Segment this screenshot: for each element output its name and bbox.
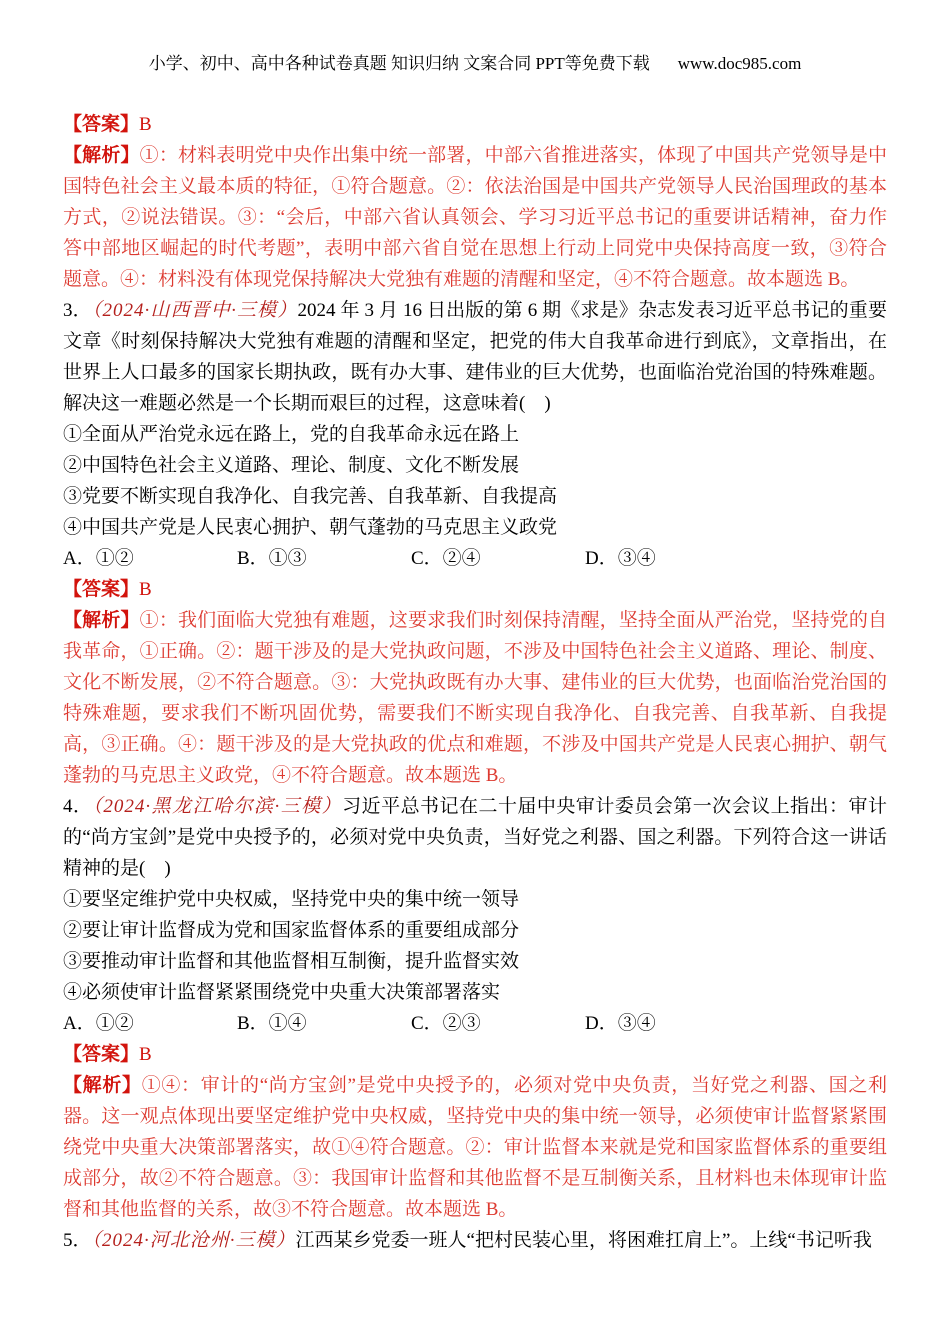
question-4 (63, 791, 887, 884)
choices-row-q3 (63, 543, 887, 574)
analysis-paragraph-q2 (63, 140, 887, 295)
option-line: ④中国共产党是人民衷心拥护、朝气蓬勃的马克思主义政党 (63, 517, 558, 538)
answer-tag: 【答案】 (63, 114, 140, 135)
option-line: ①要坚定维护党中央权威，坚持党中央的集中统一领导 (63, 889, 520, 910)
choice-d: D．③④ (585, 548, 656, 569)
choices-row-q4 (63, 1008, 887, 1039)
question-stem: 习近平总书记在二十届中央审计委员会第一次会议上指出：审计的“尚方宝剑”是党中央授予的，必须对党中央负责，当好党之利器、国之利器。下列符合这一讲话精神的是( ) (63, 796, 887, 879)
page-header (0, 52, 950, 76)
analysis-tag: 【解析】 (63, 145, 140, 166)
question-number: 4． (63, 796, 93, 817)
question-3 (63, 295, 887, 419)
analysis-text: ①：我们面临大党独有难题，这要求我们时刻保持清醒，坚持全面从严治党，坚持党的自我革命，①正确。②：题干涉及的是大党执政问题，不涉及中国特色社会主义道路、理论、制度、文化不断发展，②不符合题意。③：大党执政既有办大事、建伟业的巨大优势，也面临治党治国的特殊难题，要求我们不断巩固优势，需要我们不断实现自我净化、自我完善、自我革新、自我提高，③正确。④：题干涉及的是大党执政的优点和难题，不涉及中国共产党是人民衷心拥护、朝气蓬勃的马克思主义政党，④不符合题意。故本题选 B。 (63, 610, 887, 786)
question-number: 5． (63, 1230, 92, 1251)
question-5 (63, 1225, 887, 1256)
question-citation: （2024·黑龙江哈尔滨·三模） (92, 796, 343, 817)
choice-d: D．③④ (585, 1013, 656, 1034)
analysis-tag: 【解析】 (63, 1075, 142, 1096)
answer-value: B (139, 579, 152, 600)
choice-c: C．②④ (411, 548, 481, 569)
option-line: ④必须使审计监督紧紧围绕党中央重大决策部署落实 (63, 982, 501, 1003)
question-stem: 江西某乡党委一班人“把村民装心里，将困难扛肩上”。上线“书记听我 (295, 1230, 872, 1251)
header-site-url: www.doc985.com (677, 54, 802, 73)
choice-b: B．①④ (237, 1013, 307, 1034)
analysis-text: ①④：审计的“尚方宝剑”是党中央授予的，必须对党中央负责，当好党之利器、国之利器。这一观点体现出要坚定维护党中央权威，坚持党中央的集中统一领导，必须使审计监督紧紧围绕党中央重大决策部署落实，故①④符合题意。②：审计监督本来就是党和国家监督体系的重要组成部分，故②不符合题意。③：我国审计监督和其他监督不是互制衡关系，且材料也未体现审计监督和其他监督的关系，故③不符合题意。故本题选 B。 (63, 1075, 887, 1220)
option-line: ③要推动审计监督和其他监督相互制衡，提升监督实效 (63, 951, 520, 972)
analysis-text: ①：材料表明党中央作出集中统一部署，中部六省推进落实，体现了中国共产党领导是中国特色社会主义最本质的特征，①符合题意。②：依法治国是中国共产党领导人民治国理政的基本方式，②说法错误。③：“会后，中部六省认真领会、学习习近平总书记的重要讲话精神，奋力作答中部地区崛起的时代考题”，表明中部六省自觉在思想上行动上同党中央保持高度一致，③符合题意。④：材料没有体现党保持解决大党独有难题的清醒和坚定，④不符合题意。故本题选 B。 (63, 145, 887, 290)
option-line: ②要让审计监督成为党和国家监督体系的重要组成部分 (63, 920, 520, 941)
question-citation: （2024·山西晋中·三模） (91, 300, 298, 321)
choice-a: A．①② (63, 1013, 134, 1034)
choice-a: A．①② (63, 548, 134, 569)
answer-line-q2 (63, 109, 887, 140)
answer-value: B (139, 1044, 152, 1065)
question-number: 3． (63, 300, 92, 321)
analysis-tag: 【解析】 (63, 610, 140, 631)
question-stem: 2024 年 3 月 16 日出版的第 6 期《求是》杂志发表习近平总书记的重要文章《时刻保持解决大党独有难题的清醒和坚定，把党的伟大自我革命进行到底》，文章指出，在世界上人口最多的国家长期执政，既有办大事、建伟业的巨大优势，也面临治党治国的特殊难题。解决这一难题必然是一个长期而艰巨的过程，这意味着( ) (63, 300, 887, 414)
choice-c: C．②③ (411, 1013, 481, 1034)
choice-b: B．①③ (237, 548, 307, 569)
answer-tag: 【答案】 (63, 579, 140, 600)
document-body (63, 109, 887, 1256)
answer-tag: 【答案】 (63, 1044, 140, 1065)
option-line: ①全面从严治党永远在路上，党的自我革命永远在路上 (63, 424, 520, 445)
answer-value: B (139, 114, 152, 135)
header-text: 小学、初中、高中各种试卷真题 知识归纳 文案合同 PPT等免费下载 (148, 54, 650, 73)
analysis-paragraph-q4 (63, 1070, 887, 1225)
answer-line-q3 (63, 574, 887, 605)
option-line: ②中国特色社会主义道路、理论、制度、文化不断发展 (63, 455, 520, 476)
answer-line-q4 (63, 1039, 887, 1070)
analysis-paragraph-q3 (63, 605, 887, 791)
question-citation: （2024·河北沧州·三模） (91, 1230, 296, 1251)
option-line: ③党要不断实现自我净化、自我完善、自我革新、自我提高 (63, 486, 558, 507)
